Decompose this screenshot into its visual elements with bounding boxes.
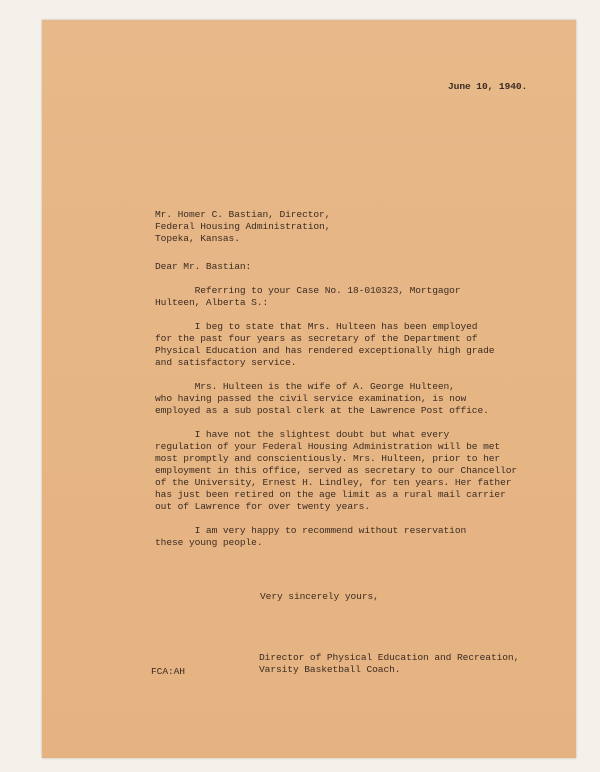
letter-date: June 10, 1940. <box>448 81 528 92</box>
salutation: Dear Mr. Bastian: <box>155 261 252 272</box>
complimentary-close: Very sincerely yours, <box>260 591 379 602</box>
paragraph-line: employed as a sub postal clerk at the Lawrence Post office. <box>155 405 489 416</box>
paragraph-line: Hulteen, Alberta S.: <box>155 297 269 308</box>
paragraph-line: who having passed the civil service examination, is now <box>155 393 467 404</box>
signature-title-line-1: Director of Physical Education and Recreation, <box>259 652 520 663</box>
typist-initials: FCA:AH <box>151 666 185 677</box>
inside-address-line-3: Topeka, Kansas. <box>155 233 240 244</box>
paragraph-line: Referring to your Case No. 18-010323, Mortgagor <box>155 285 461 296</box>
letter-page <box>42 20 576 758</box>
inside-address-line-2: Federal Housing Administration, <box>155 221 331 232</box>
paragraph-line: these young people. <box>155 537 263 548</box>
paragraph-line: employment in this office, served as secretary to our Chancellor <box>155 465 518 476</box>
paragraph-line: Physical Education and has rendered exceptionally high grade <box>155 345 495 356</box>
paragraph-line: I am very happy to recommend without reservation <box>155 525 467 536</box>
paragraph-line: has just been retired on the age limit as a rural mail carrier <box>155 489 506 500</box>
inside-address-line-1: Mr. Homer C. Bastian, Director, <box>155 209 331 220</box>
paragraph-line: out of Lawrence for over twenty years. <box>155 501 370 512</box>
paragraph-line: for the past four years as secretary of the Department of <box>155 333 478 344</box>
paragraph-line: Mrs. Hulteen is the wife of A. George Hulteen, <box>155 381 455 392</box>
paragraph-line: of the University, Ernest H. Lindley, for ten years. Her father <box>155 477 512 488</box>
paragraph-line: I have not the slightest doubt but what every <box>155 429 450 440</box>
paragraph-line: I beg to state that Mrs. Hulteen has been employed <box>155 321 478 332</box>
paragraph-line: most promptly and conscientiously. Mrs. Hulteen, prior to her <box>155 453 501 464</box>
paragraph-line: and satisfactory service. <box>155 357 297 368</box>
signature-title-line-2: Varsity Basketball Coach. <box>259 664 401 675</box>
paragraph-line: regulation of your Federal Housing Administration will be met <box>155 441 501 452</box>
